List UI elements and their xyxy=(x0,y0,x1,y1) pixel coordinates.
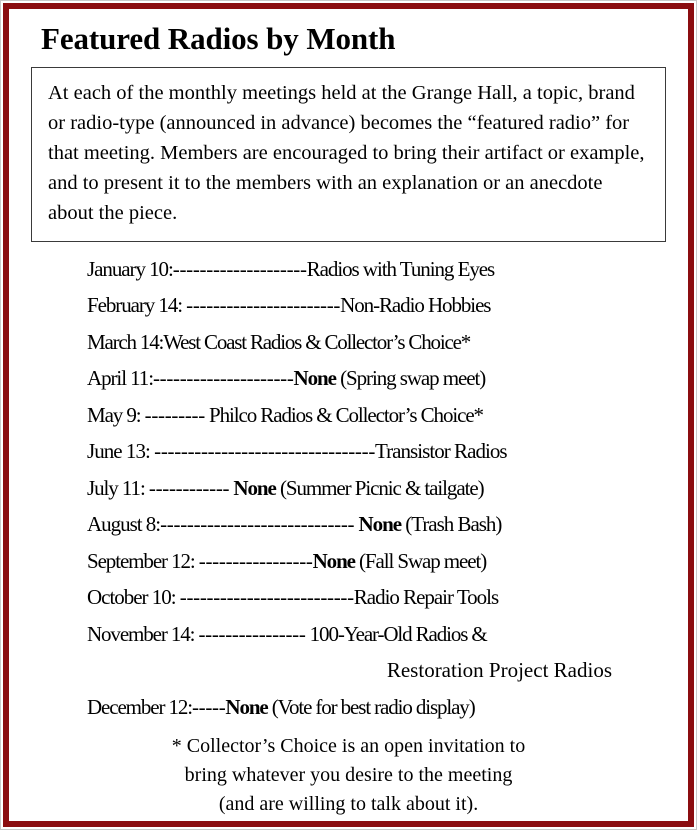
date: March 14: xyxy=(87,329,164,354)
none: None xyxy=(225,694,268,719)
date: October 10: xyxy=(87,585,180,610)
leader: ---------------- xyxy=(198,621,306,646)
schedule-row xyxy=(23,543,674,580)
leader: --------- xyxy=(144,402,205,427)
schedule-list xyxy=(23,251,674,726)
none: None xyxy=(312,548,355,573)
schedule-row xyxy=(23,433,674,470)
note: (Vote for best radio display) xyxy=(267,694,475,719)
leader: -------------------- xyxy=(172,256,307,281)
note: (Trash Bash) xyxy=(401,512,502,537)
schedule-row xyxy=(23,689,674,726)
schedule-row xyxy=(23,506,674,543)
footnote-block xyxy=(23,732,674,819)
footnote-line: * Collector’s Choice is an open invitation to xyxy=(171,735,526,758)
leader: ------------ xyxy=(148,475,230,500)
schedule-row-continuation: Restoration Project Radios xyxy=(386,658,612,683)
leader: ----------------------- xyxy=(186,293,341,318)
footnote-line: bring whatever you desire to the meeting xyxy=(184,764,513,787)
schedule-row xyxy=(23,360,674,397)
topic: West Coast Radios & Collector’s Choice* xyxy=(163,329,471,354)
date: November 14: xyxy=(87,621,199,646)
date: April 11: xyxy=(87,366,153,391)
none: None xyxy=(354,512,402,537)
intro-paragraph: At each of the monthly meetings held at the Grange Hall, a topic, brand or radio-type (announced in advance) becomes the “featured radio” for that meeting. Members are encouraged to bring their artifact or example, and to present it to the members with an explanation or an anecdote about the piece. xyxy=(48,82,645,224)
schedule-row xyxy=(23,287,674,324)
note: (Fall Swap meet) xyxy=(354,548,487,573)
schedule-row xyxy=(23,579,674,616)
leader: --------------------- xyxy=(152,366,294,391)
footnote-line: (and are willing to talk about it). xyxy=(218,793,479,816)
date: May 9: xyxy=(87,402,145,427)
topic: 100-Year-Old Radios & xyxy=(305,621,487,646)
date: December 12: xyxy=(87,694,192,719)
intro-box xyxy=(31,67,666,242)
page-content xyxy=(9,9,688,821)
date: July 11: xyxy=(87,475,149,500)
date: September 12: xyxy=(87,548,199,573)
page-title: Featured Radios by Month xyxy=(41,21,396,56)
leader: ----------------------------- xyxy=(160,512,355,537)
leader: ----------------- xyxy=(198,548,313,573)
topic: Non-Radio Hobbies xyxy=(340,293,491,318)
note: (Spring swap meet) xyxy=(335,366,486,391)
date: January 10: xyxy=(87,256,173,281)
schedule-row xyxy=(23,324,674,361)
none: None xyxy=(293,366,336,391)
schedule-row xyxy=(23,251,674,288)
date: June 13: xyxy=(87,439,155,464)
date: February 14: xyxy=(87,293,187,318)
topic: Transistor Radios xyxy=(375,439,507,464)
date: August 8: xyxy=(87,512,161,537)
topic: Radios with Tuning Eyes xyxy=(306,256,495,281)
schedule-row xyxy=(23,470,674,507)
leader: --------------------------------- xyxy=(154,439,376,464)
schedule-row xyxy=(23,616,674,653)
note: (Summer Picnic & tailgate) xyxy=(275,475,484,500)
topic: Radio Repair Tools xyxy=(353,585,499,610)
leader: -------------------------- xyxy=(179,585,354,610)
topic: Philco Radios & Collector’s Choice* xyxy=(204,402,483,427)
decorative-border-frame xyxy=(3,3,694,827)
schedule-row xyxy=(23,397,674,434)
leader: ----- xyxy=(191,694,226,719)
none: None xyxy=(229,475,276,500)
